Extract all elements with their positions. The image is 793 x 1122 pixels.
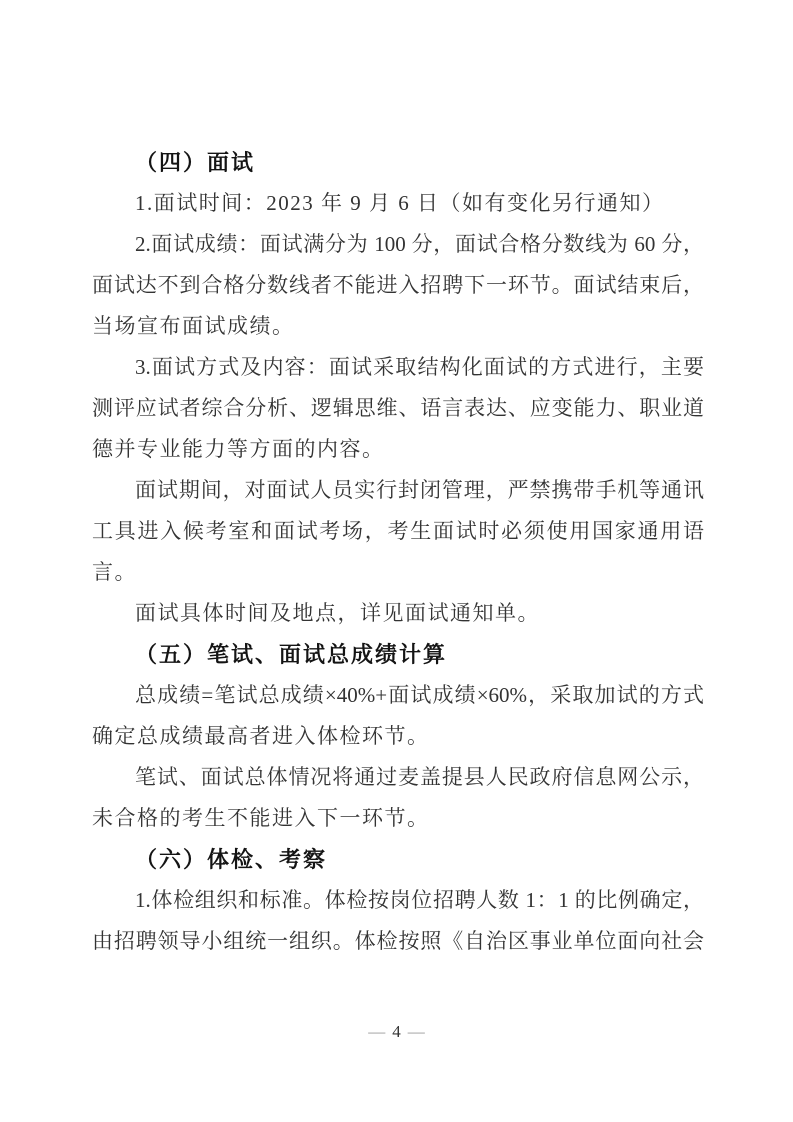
text-line: 言。 [92, 560, 137, 584]
text-line: 总成绩=笔试总成绩×40%+面试成绩×60%，采取加试的方式 [135, 683, 704, 707]
text-line: 面试具体时间及地点，详见面试通知单。 [135, 601, 540, 625]
section-heading-physical-exam: （六）体检、考察 [135, 847, 328, 872]
text-line: 由招聘领导小组统一组织。体检按照《自治区事业单位面向社会 [92, 929, 704, 953]
text-line: 当场宣布面试成绩。 [92, 314, 295, 338]
footer-dash-right: — [407, 1022, 425, 1041]
text-line: 测评应试者综合分析、逻辑思维、语言表达、应变能力、职业道 [92, 396, 704, 420]
text-line: 未合格的考生不能进入下一环节。 [92, 806, 430, 830]
footer-dash-left: — [368, 1022, 386, 1041]
page-number: 4 [392, 1022, 401, 1041]
text-line: 德并专业能力等方面的内容。 [92, 437, 385, 461]
text-line: 1.面试时间：2023 年 9 月 6 日（如有变化另行通知） [135, 191, 665, 215]
text-line: 面试期间，对面试人员实行封闭管理，严禁携带手机等通讯 [135, 478, 704, 502]
text-line: 笔试、面试总体情况将通过麦盖提县人民政府信息网公示， [135, 765, 704, 789]
text-line: 2.面试成绩：面试满分为 100 分，面试合格分数线为 60 分， [135, 232, 704, 256]
text-line: 确定总成绩最高者进入体检环节。 [92, 724, 430, 748]
page-footer [0, 1021, 793, 1043]
section-heading-total-score: （五）笔试、面试总成绩计算 [135, 642, 448, 667]
text-line: 工具进入候考室和面试考场，考生面试时必须使用国家通用语 [92, 519, 704, 543]
text-line: 1.体检组织和标准。体检按岗位招聘人数 1：1 的比例确定， [135, 888, 704, 912]
section-heading-interview: （四）面试 [135, 150, 256, 175]
document-body [92, 142, 704, 962]
text-line: 面试达不到合格分数线者不能进入招聘下一环节。面试结束后， [92, 273, 704, 297]
text-line: 3.面试方式及内容：面试采取结构化面试的方式进行，主要 [135, 355, 704, 379]
